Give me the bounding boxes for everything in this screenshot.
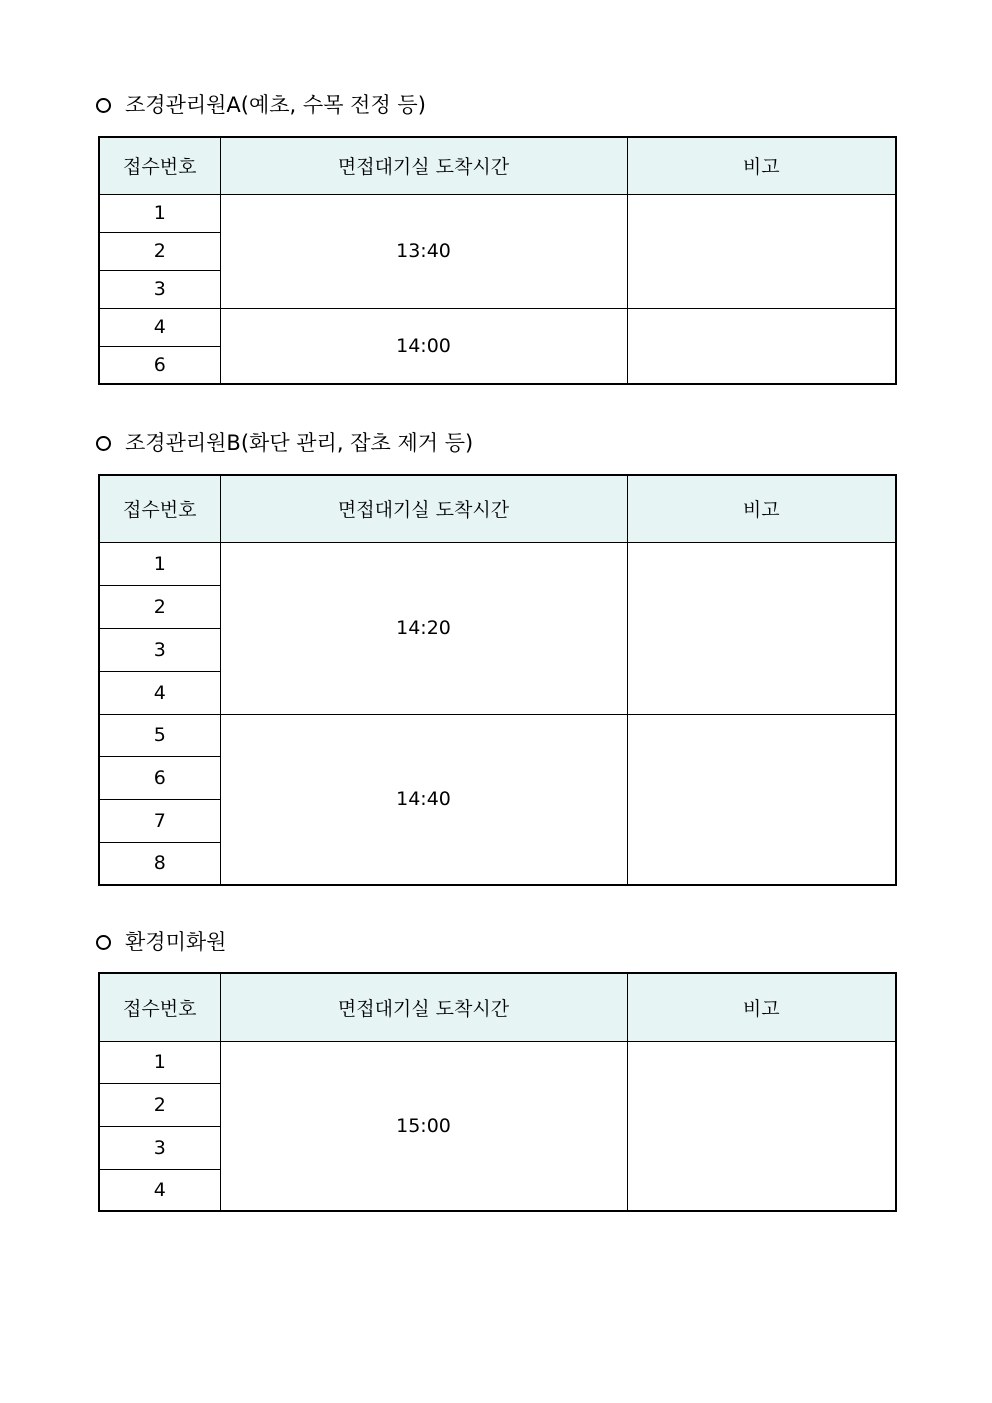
receipt-number: 8 xyxy=(99,842,220,885)
header-row xyxy=(99,137,896,194)
table-row xyxy=(99,194,896,232)
receipt-number: 1 xyxy=(99,194,220,232)
receipt-number: 2 xyxy=(99,1083,220,1126)
receipt-number: 5 xyxy=(99,714,220,756)
header-arrival-time: 면접대기실 도착시간 xyxy=(220,475,627,542)
receipt-number: 6 xyxy=(99,756,220,799)
table-row xyxy=(99,1041,896,1083)
schedule-table-landscape-a xyxy=(98,136,897,385)
header-row xyxy=(99,973,896,1041)
remark-cell xyxy=(627,194,896,308)
circle-bullet-icon xyxy=(96,98,111,113)
circle-bullet-icon xyxy=(96,935,111,950)
arrival-time: 13:40 xyxy=(220,194,627,308)
table-row xyxy=(99,714,896,756)
receipt-number: 6 xyxy=(99,346,220,384)
header-remarks: 비고 xyxy=(627,475,896,542)
receipt-number: 2 xyxy=(99,232,220,270)
section-title-sanitation xyxy=(96,930,226,954)
header-remarks: 비고 xyxy=(627,137,896,194)
header-row xyxy=(99,475,896,542)
receipt-number: 1 xyxy=(99,1041,220,1083)
receipt-number: 7 xyxy=(99,799,220,842)
arrival-time: 14:00 xyxy=(220,308,627,384)
section-title-landscape-b xyxy=(96,431,473,455)
header-receipt-no: 접수번호 xyxy=(99,973,220,1041)
table-row xyxy=(99,308,896,346)
receipt-number: 4 xyxy=(99,671,220,714)
section-title-text: 조경관리원B(화단 관리, 잡초 제거 등) xyxy=(125,431,474,455)
header-arrival-time: 면접대기실 도착시간 xyxy=(220,973,627,1041)
remark-cell xyxy=(627,714,896,885)
remark-cell xyxy=(627,542,896,714)
section-title-text: 조경관리원A(예초, 수목 전정 등) xyxy=(125,93,426,117)
receipt-number: 1 xyxy=(99,542,220,585)
remark-cell xyxy=(627,1041,896,1211)
schedule-table-sanitation xyxy=(98,972,897,1212)
header-remarks: 비고 xyxy=(627,973,896,1041)
arrival-time: 14:20 xyxy=(220,542,627,714)
circle-bullet-icon xyxy=(96,436,111,451)
receipt-number: 4 xyxy=(99,308,220,346)
arrival-time: 14:40 xyxy=(220,714,627,885)
section-title-landscape-a xyxy=(96,93,426,117)
receipt-number: 2 xyxy=(99,585,220,628)
header-receipt-no: 접수번호 xyxy=(99,475,220,542)
receipt-number: 4 xyxy=(99,1169,220,1211)
table-row xyxy=(99,542,896,585)
receipt-number: 3 xyxy=(99,1126,220,1169)
receipt-number: 3 xyxy=(99,270,220,308)
remark-cell xyxy=(627,308,896,384)
header-arrival-time: 면접대기실 도착시간 xyxy=(220,137,627,194)
arrival-time: 15:00 xyxy=(220,1041,627,1211)
receipt-number: 3 xyxy=(99,628,220,671)
header-receipt-no: 접수번호 xyxy=(99,137,220,194)
section-title-text: 환경미화원 xyxy=(125,930,227,954)
schedule-table-landscape-b xyxy=(98,474,897,886)
